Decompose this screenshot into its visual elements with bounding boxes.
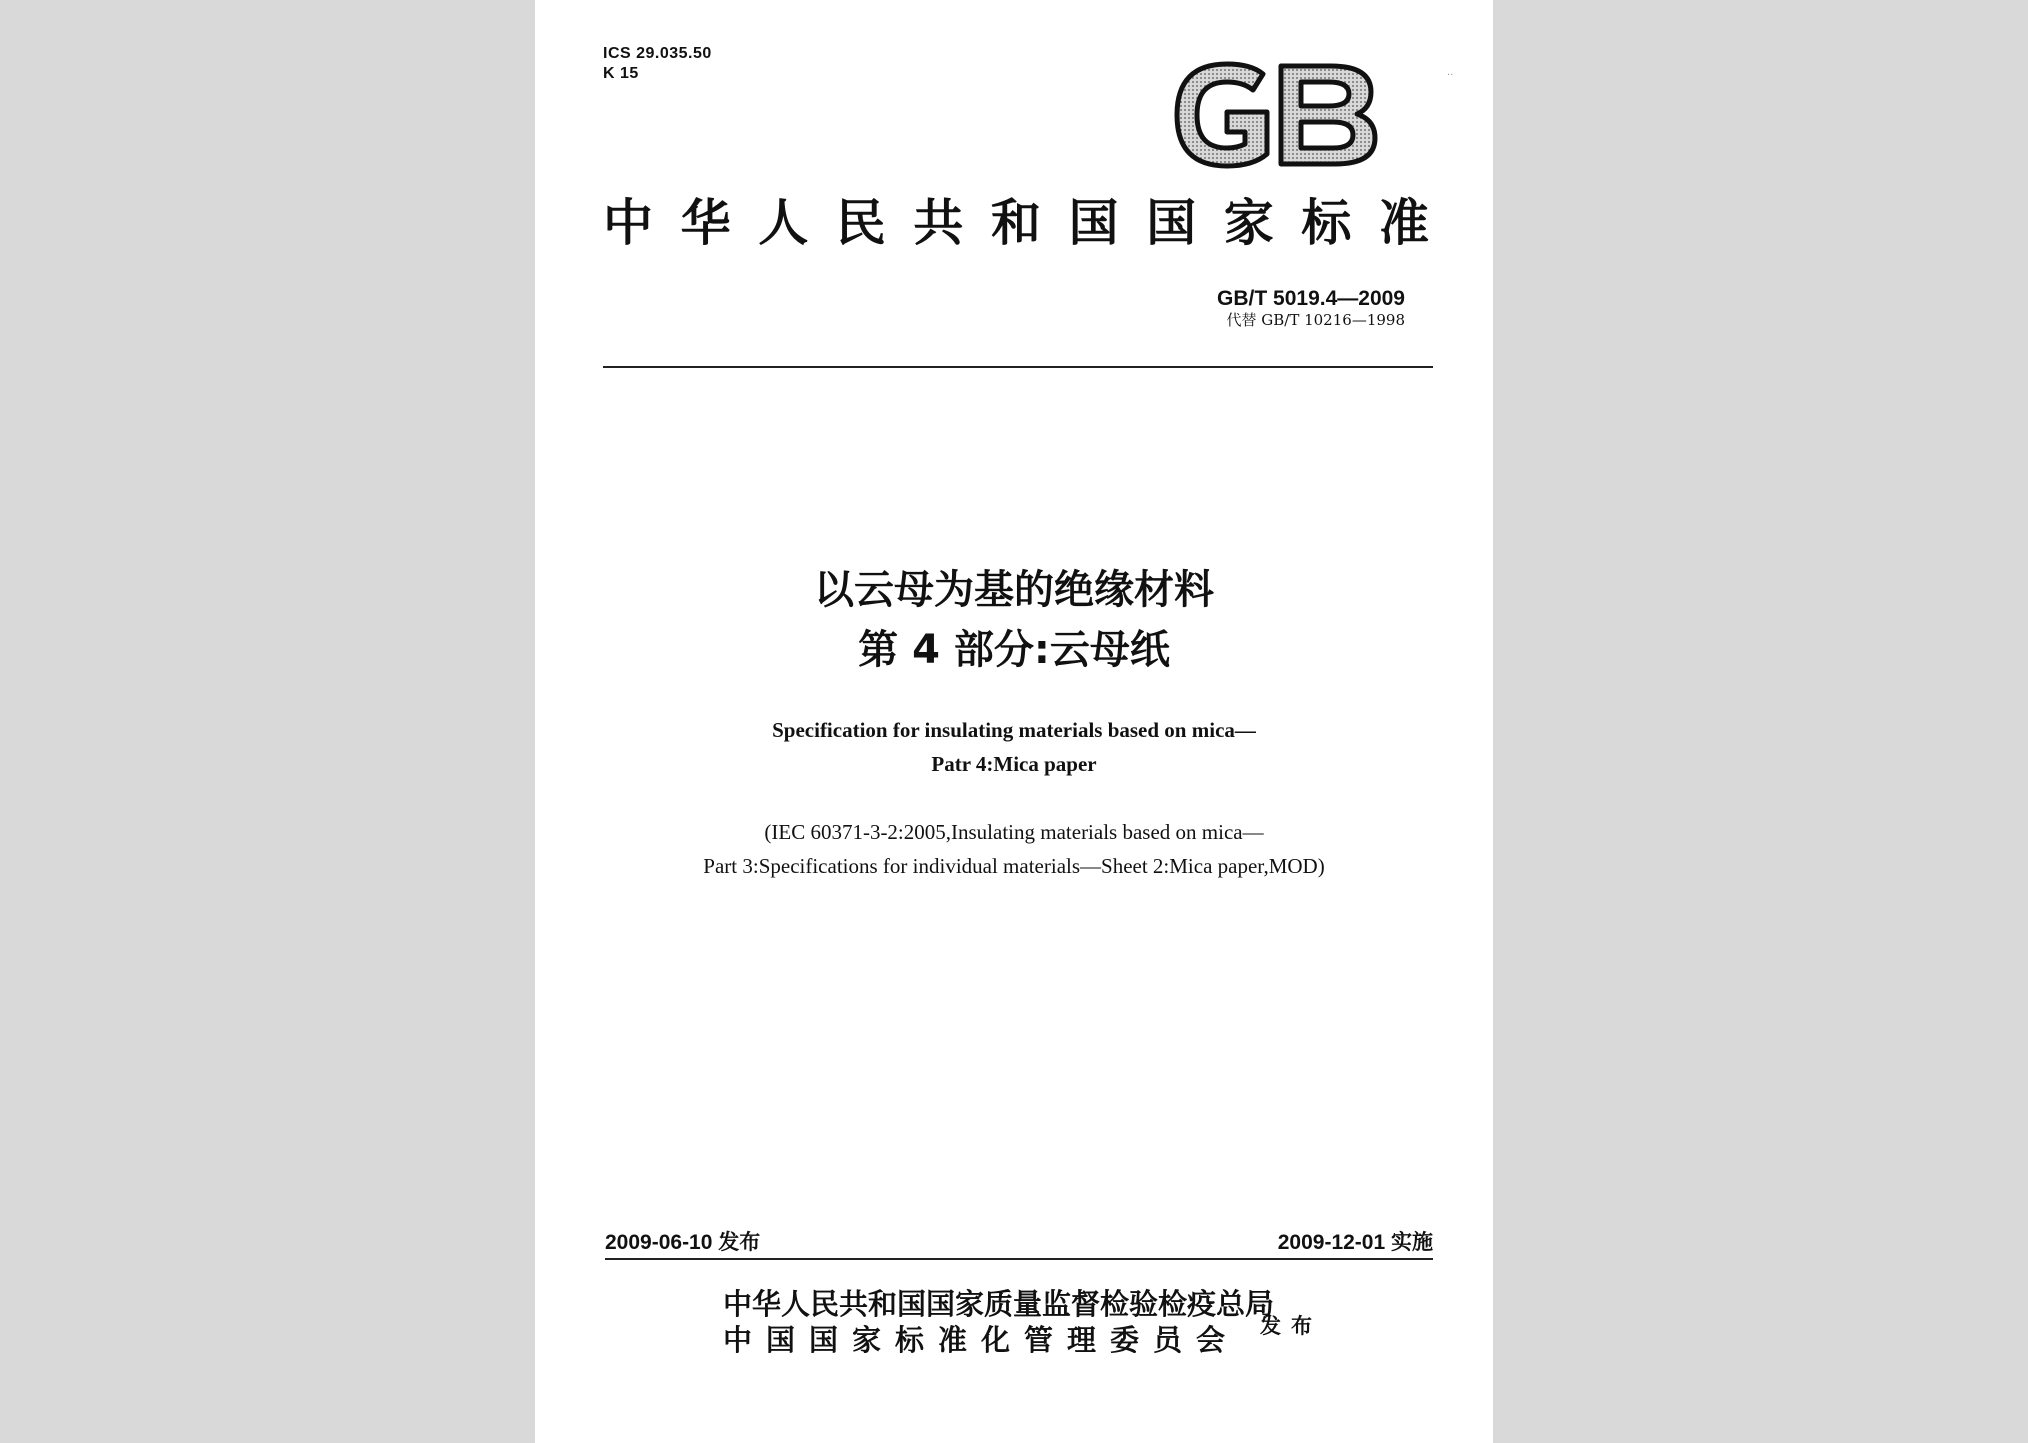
classification-codes [603, 44, 712, 84]
ics-code: ICS 29.035.50 [603, 45, 712, 62]
header-rule [603, 366, 1433, 368]
title-en-line2: Patr 4:Mica paper [931, 752, 1097, 776]
replaces-standard: 代替 GB/T 10216—1998 [1226, 311, 1405, 329]
iec-line2: Part 3:Specifications for individual materials—Sheet 2:Mica paper,MOD) [703, 854, 1325, 878]
scan-mark: ·· [1447, 70, 1454, 81]
title-cn-line2: 第 4 部分:云母纸 [858, 627, 1170, 673]
title-en [535, 713, 1493, 781]
dates-row [605, 1228, 1433, 1260]
standard-number-block [1217, 287, 1405, 329]
national-standard-heading: 中华人民共和国国家标准 [603, 193, 1433, 252]
gb-logo [1171, 60, 1381, 170]
standard-code: GB/T 5019.4—2009 [1217, 287, 1405, 310]
implementation-date: 2009-12-01 实施 [1277, 1231, 1433, 1254]
iec-line1: (IEC 60371-3-2:2005,Insulating materials based on mica— [764, 820, 1264, 844]
publish-label: 发布 [1260, 1313, 1322, 1338]
title-cn-line1: 以云母为基的绝缘材料 [814, 567, 1214, 613]
issuer-aqsiq: 中华人民共和国国家质量监督检验检疫总局 [723, 1287, 1275, 1321]
issuer-sac: 中国国家标准化管理委员会 [723, 1323, 1240, 1357]
issue-date: 2009-06-10 发布 [605, 1231, 761, 1254]
issuing-organizations [723, 1286, 1274, 1358]
ccs-code: K 15 [603, 65, 639, 82]
iec-reference [535, 815, 1493, 883]
title-en-line1: Specification for insulating materials based on mica— [772, 718, 1256, 742]
document-page [535, 0, 1493, 1443]
